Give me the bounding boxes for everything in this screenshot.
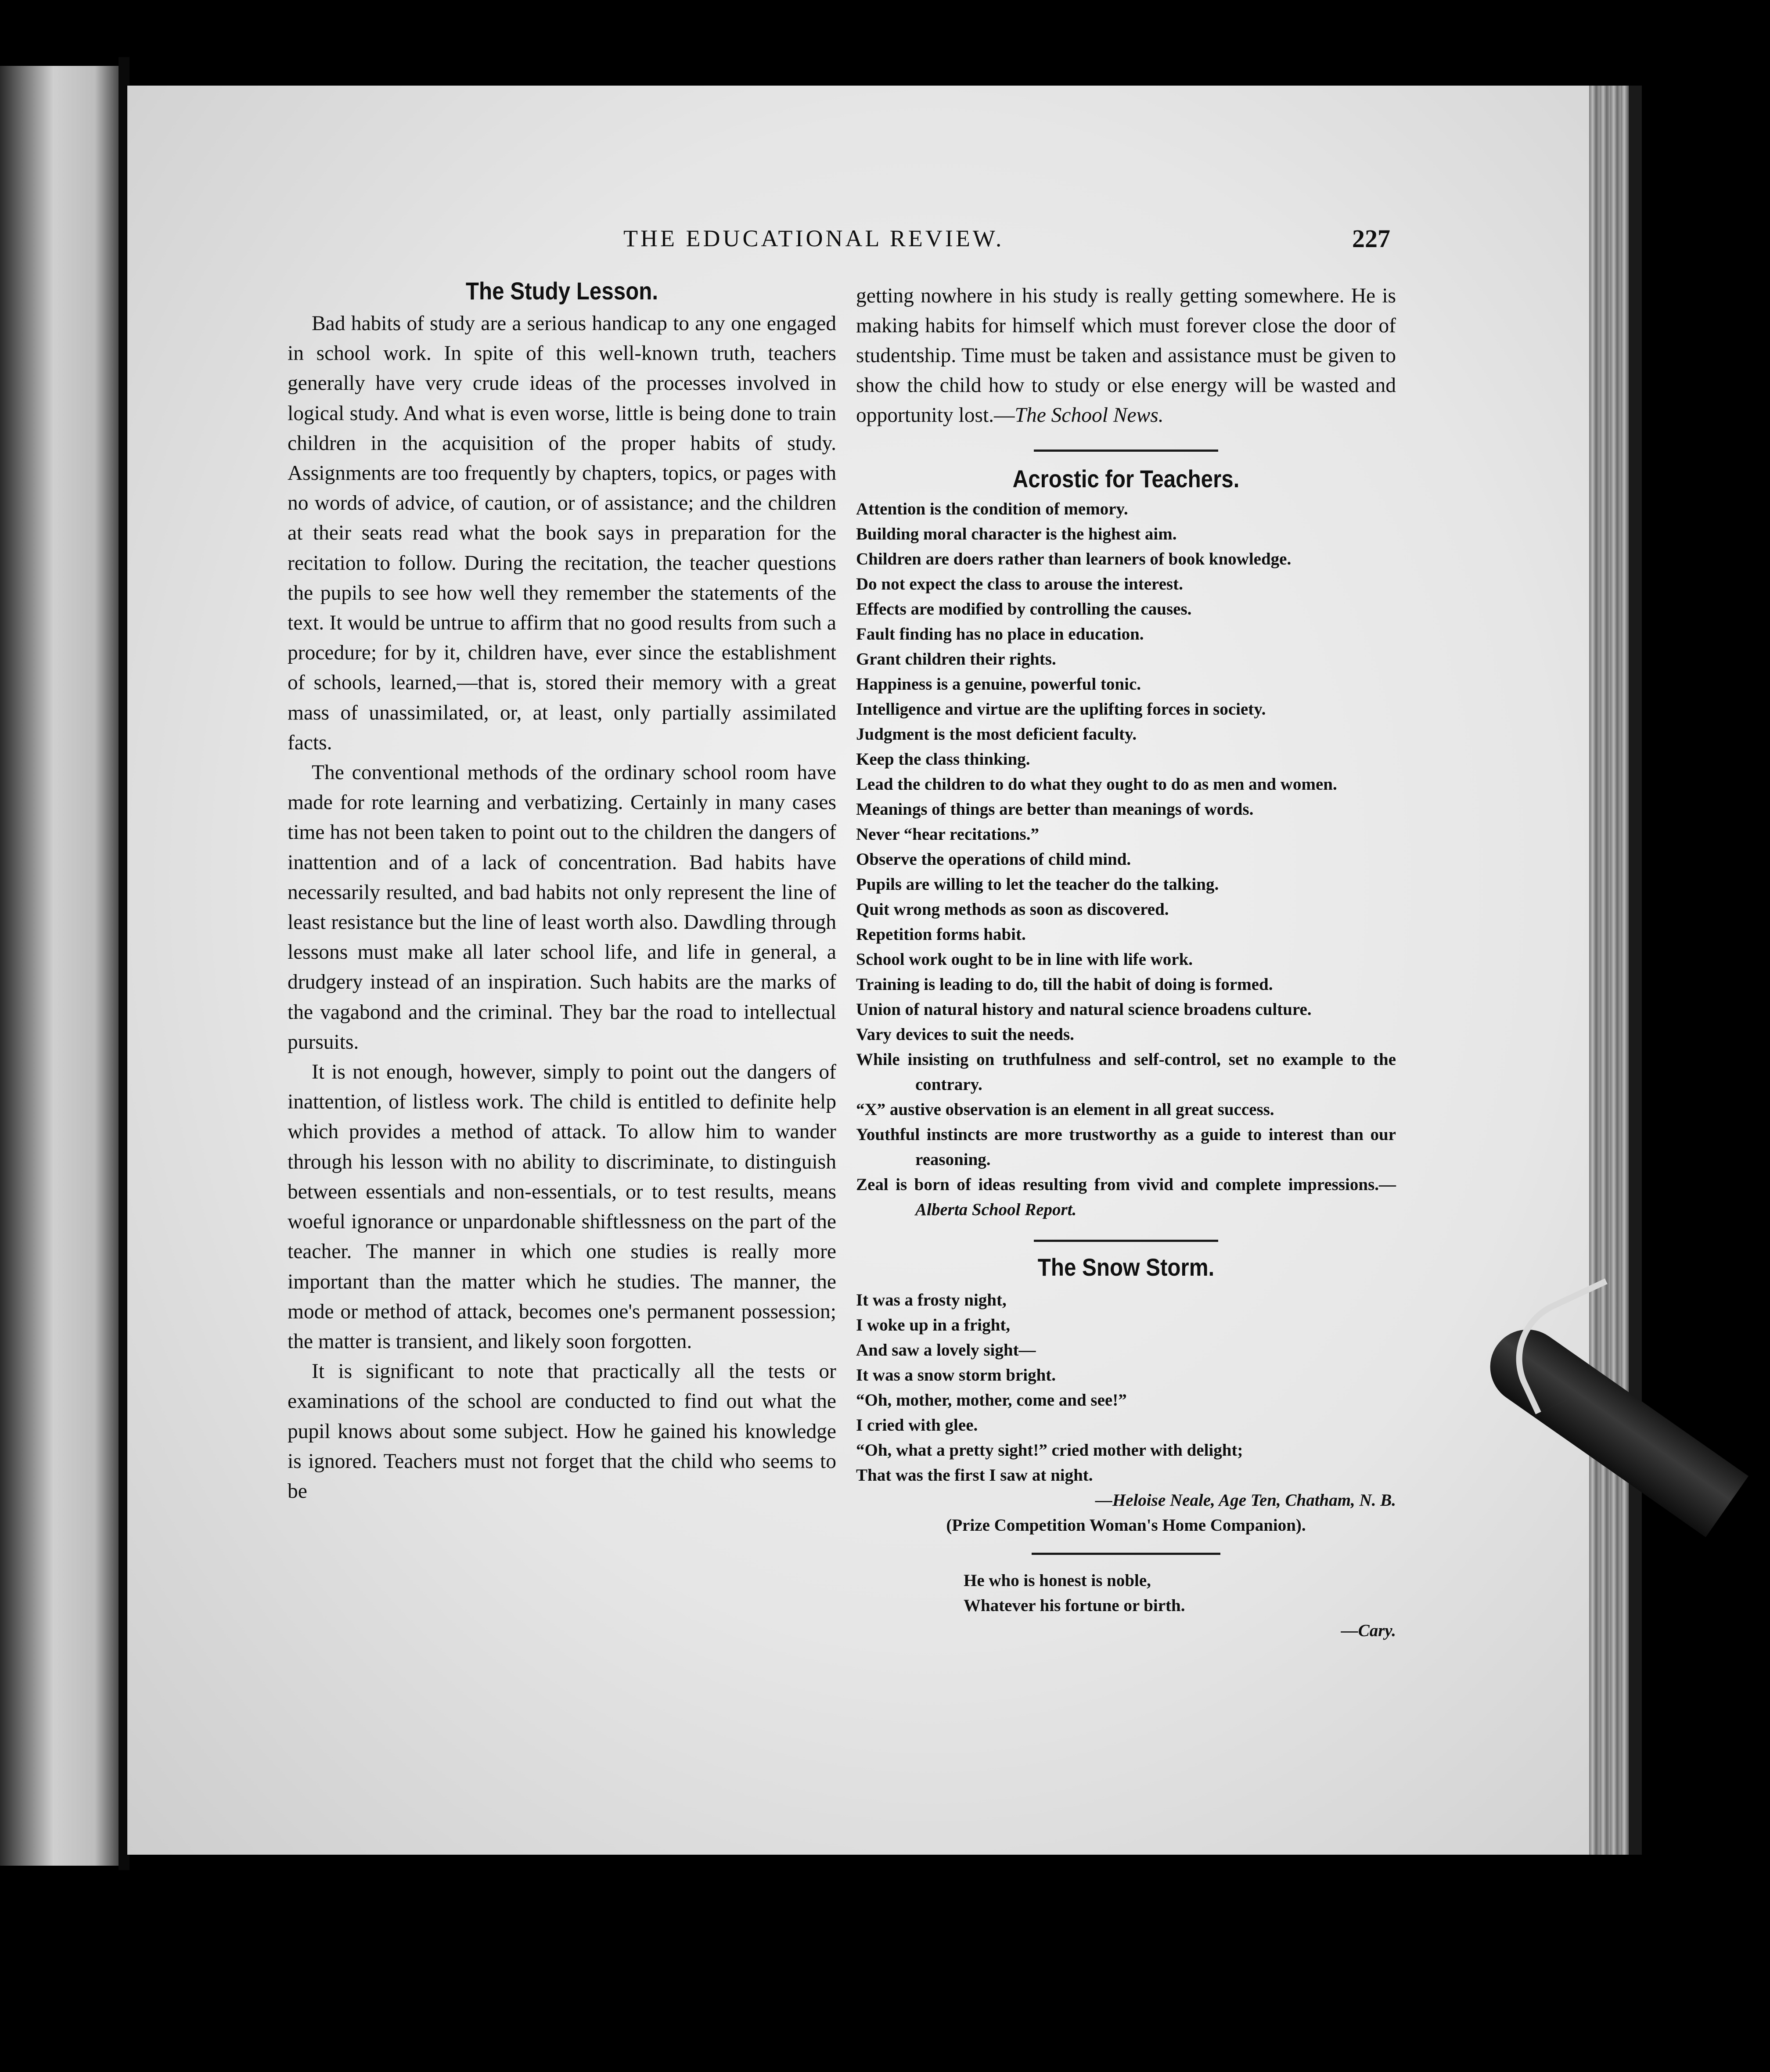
quote-author: —Cary. [1341, 1621, 1396, 1640]
poem-line: And saw a lovely sight— [856, 1341, 1036, 1360]
acrostic-line-r: Repetition forms habit. [856, 925, 1026, 944]
section-divider-1 [1034, 450, 1218, 452]
acrostic-line-q: Quit wrong methods as soon as discovered. [856, 900, 1169, 919]
continuation-text: getting nowhere in his study is really getting somewhere. He is making habits for himself which must forever close the door of studentship. Time must be taken and assistance must be given to show the child how to study or else energy will be wasted and opportunity lost.— [856, 284, 1396, 427]
snow-storm-title: The Snow Storm. [1037, 1253, 1215, 1281]
acrostic-line-p: Pupils are willing to let the teacher do the talking. [856, 875, 1219, 894]
study-lesson-continuation [856, 281, 1396, 430]
acrostic-list [856, 496, 1396, 1222]
poem-line: “Oh, what a pretty sight!” cried mother with delight; [856, 1441, 1243, 1460]
acrostic-line-g: Grant children their rights. [856, 650, 1056, 669]
poem-line: It was a snow storm bright. [856, 1366, 1056, 1385]
acrostic-line-n: Never “hear recitations.” [856, 825, 1039, 844]
study-lesson-paragraph-4: It is significant to note that practically all the tests or examinations of the school are conducted to find out what the pupil knows about some subject. How he gained his knowledge is ignored. Teachers must not forget that the child who seems to be [288, 1360, 836, 1503]
acrostic-line-j: Judgment is the most deficient faculty. [856, 725, 1137, 744]
acrostic-line-x: “X” austive observation is an element in all great success. [856, 1100, 1274, 1119]
honesty-quote [856, 1568, 1396, 1618]
right-column [856, 281, 1396, 1643]
study-lesson-source: The School News. [1015, 404, 1164, 427]
acrostic-line-z-text: Zeal is born of ideas resulting from vivid and complete impressions.— [856, 1175, 1396, 1194]
section-divider-3 [1032, 1553, 1220, 1555]
page-stack-shadow [1629, 86, 1642, 1855]
poem-line: I woke up in a fright, [856, 1316, 1011, 1335]
poem-line: That was the first I saw at night. [856, 1466, 1093, 1485]
acrostic-line-y: Youthful instincts are more trustworthy as a guide to interest than our reasoning. [856, 1125, 1396, 1169]
acrostic-line-v: Vary devices to suit the needs. [856, 1025, 1074, 1044]
acrostic-line-i: Intelligence and virtue are the uplifting forces in society. [856, 700, 1266, 719]
acrostic-line-z [856, 1172, 1396, 1222]
acrostic-line-c: Children are doers rather than learners of book knowledge. [856, 550, 1292, 568]
acrostic-line-b: Building moral character is the highest aim. [856, 525, 1177, 543]
poem-line: I cried with glee. [856, 1416, 978, 1435]
acrostic-title: Acrostic for Teachers. [1012, 465, 1240, 493]
quote-line: Whatever his fortune or birth. [964, 1596, 1185, 1615]
acrostic-line-f: Fault finding has no place in education. [856, 625, 1144, 644]
left-column [288, 274, 836, 1506]
acrostic-line-e: Effects are modified by controlling the causes. [856, 600, 1192, 619]
snow-storm-poem [856, 1288, 1396, 1488]
acrostic-line-t: Training is leading to do, till the habit of doing is formed. [856, 975, 1273, 994]
study-lesson-paragraph-2: The conventional methods of the ordinary school room have made for rote learning and verbatizing. Certainly in many cases time has not been taken to point out to the children the dangers of inattention and of a lack of concentration. Bad habits have necessarily resulted, and bad habits not only represent the line of least resistance but the line of least worth also. Dawdling through lessons must make all later school life, and life in general, a drudgery instead of an inspiration. Such habits are the marks of the vagabond and the criminal. They bar the road to intellectual pursuits. [288, 761, 836, 1054]
page-stack-edge [1589, 86, 1629, 1855]
facing-page-edge [0, 66, 119, 1866]
study-lesson-paragraph-1: Bad habits of study are a serious handicap to any one engaged in school work. In spite of this well-known truth, teachers generally have very crude ideas of the processes involved in logical study. And what is even worse, little is being done to train children in the acquisition of the proper habits of study. Assignments are too frequently by chapters, topics, or pages with no words of advice, of caution, or of assistance; and the children at their seats read what the book says in preparation for the recitation to follow. During the recitation, the teacher questions the pupils to see how well they remember the statements of the text. It would be untrue to affirm that no good results from such a procedure; for by it, children have, ever since the establishment of schools, learned,—that is, stored their memory with a great mass of unassimilated, or, at least, only partially assimilated facts. [288, 312, 836, 754]
study-lesson-title: The Study Lesson. [465, 277, 658, 305]
acrostic-source: Alberta School Report. [915, 1200, 1077, 1219]
acrostic-line-m: Meanings of things are better than meanings of words. [856, 800, 1254, 819]
acrostic-line-u: Union of natural history and natural science broadens culture. [856, 1000, 1312, 1019]
quote-line: He who is honest is noble, [964, 1571, 1151, 1590]
study-lesson-paragraph-3: It is not enough, however, simply to point out the dangers of inattention, of listless work. The child is entitled to definite help which provides a method of attack. To allow him to wander through his lesson with no ability to discriminate, to distinguish between essentials and non-essentials, or to test results, means woeful ignorance or unpardonable shiftlessness on the part of the teacher. The manner in which one studies is really more important than the matter which he studies. The manner, the mode or method of attack, becomes one's permanent possession; the matter is transient, and likely soon forgotten. [288, 1061, 836, 1353]
acrostic-line-l: Lead the children to do what they ought to do as men and women. [856, 775, 1337, 794]
acrostic-line-d: Do not expect the class to arouse the interest. [856, 575, 1183, 594]
acrostic-line-w: While insisting on truthfulness and self-control, set no example to the contrary. [856, 1050, 1396, 1094]
section-divider-2 [1034, 1240, 1218, 1242]
running-head: THE EDUCATIONAL REVIEW. [623, 225, 1004, 252]
acrostic-line-s: School work ought to be in line with life work. [856, 950, 1193, 969]
acrostic-line-k: Keep the class thinking. [856, 750, 1030, 769]
acrostic-line-a: Attention is the condition of memory. [856, 500, 1128, 518]
acrostic-line-o: Observe the operations of child mind. [856, 850, 1131, 869]
poem-line: It was a frosty night, [856, 1291, 1007, 1309]
snow-storm-credit: —Heloise Neale, Age Ten, Chatham, N. B. [1095, 1491, 1396, 1510]
snow-storm-competition: (Prize Competition Woman's Home Companion). [946, 1516, 1306, 1535]
poem-line: “Oh, mother, mother, come and see!” [856, 1391, 1127, 1410]
acrostic-line-h: Happiness is a genuine, powerful tonic. [856, 675, 1141, 694]
page-number: 227 [1352, 224, 1390, 253]
